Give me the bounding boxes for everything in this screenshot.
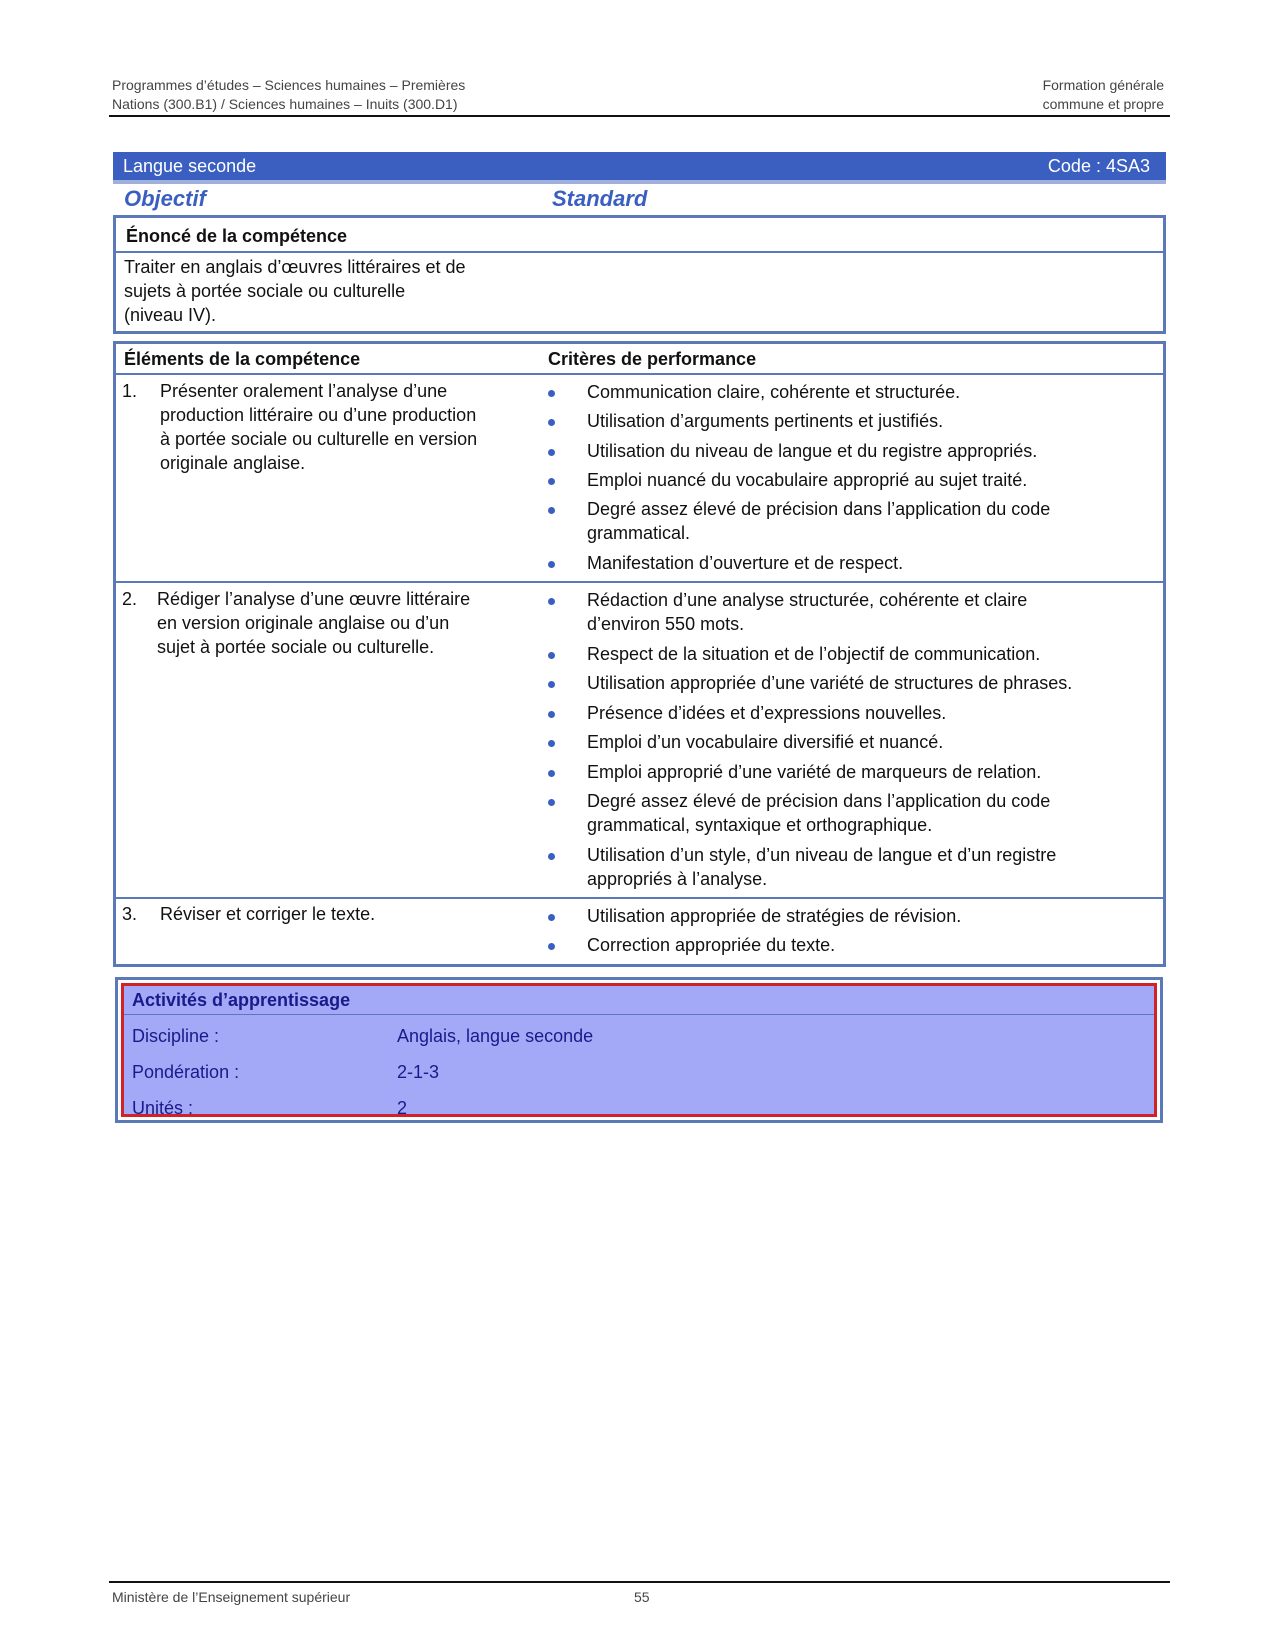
criterion-line: Communication claire, cohérente et structurée. bbox=[587, 382, 961, 402]
row1-element-line: à portée sociale ou culturelle en version bbox=[160, 429, 478, 449]
bullet-icon bbox=[548, 943, 555, 950]
bullet-icon bbox=[548, 770, 555, 777]
ponderation-label: Pondération : bbox=[132, 1062, 240, 1082]
row3-element bbox=[160, 902, 530, 926]
bullet-icon bbox=[548, 853, 555, 860]
criterion-line: Degré assez élevé de précision dans l’application du code bbox=[587, 791, 1051, 811]
criterion-line: Manifestation d’ouverture et de respect. bbox=[587, 553, 904, 573]
criterion bbox=[587, 843, 1147, 891]
row2-element-line: Rédiger l’analyse d’une œuvre littéraire bbox=[157, 589, 471, 609]
criterion bbox=[587, 789, 1147, 837]
row1-element-line: originale anglaise. bbox=[160, 453, 306, 473]
criterion bbox=[587, 497, 1147, 545]
activities-divider bbox=[124, 1014, 1154, 1015]
row3-element-line: Réviser et corriger le texte. bbox=[160, 904, 376, 924]
discipline-value: Anglais, langue seconde bbox=[397, 1026, 594, 1046]
row1-element bbox=[160, 379, 530, 475]
criterion bbox=[587, 904, 1147, 928]
bullet-icon bbox=[548, 740, 555, 747]
criterion bbox=[587, 409, 1147, 433]
activities-highlight bbox=[121, 983, 1157, 1117]
criterion-line: Degré assez élevé de précision dans l’application du code bbox=[587, 499, 1051, 519]
page-number: 55 bbox=[634, 1589, 650, 1605]
bullet-icon bbox=[548, 561, 555, 568]
standard-label: Standard bbox=[552, 186, 648, 211]
criterion bbox=[587, 933, 1147, 957]
course-code: Code : 4SA3 bbox=[1047, 156, 1150, 176]
competence-heading: Énoncé de la compétence bbox=[126, 226, 348, 246]
criterion bbox=[587, 730, 1147, 754]
row1-element-line: Présenter oralement l’analyse d’une bbox=[160, 381, 448, 401]
title-bar bbox=[113, 152, 1166, 184]
row3-number: 3. bbox=[122, 904, 138, 924]
unites-label: Unités : bbox=[132, 1098, 194, 1118]
bullet-icon bbox=[548, 390, 555, 397]
criterion-line: Rédaction d’une analyse structurée, cohérente et claire bbox=[587, 590, 1028, 610]
criterion-line: Respect de la situation et de l’objectif de communication. bbox=[587, 644, 1041, 664]
criterion-line: Emploi d’un vocabulaire diversifié et nuancé. bbox=[587, 732, 944, 752]
footer-rule bbox=[109, 1581, 1170, 1583]
header-right-line1: Formation générale bbox=[1042, 77, 1164, 93]
criterion bbox=[587, 588, 1147, 636]
criterion-line: Utilisation d’arguments pertinents et justifiés. bbox=[587, 411, 944, 431]
header-rule bbox=[109, 115, 1170, 117]
criteria-header: Critères de performance bbox=[548, 349, 757, 369]
criterion bbox=[587, 701, 1147, 725]
criterion-line: appropriés à l’analyse. bbox=[587, 869, 768, 889]
criterion-line: Utilisation d’un style, d’un niveau de langue et d’un registre bbox=[587, 845, 1057, 865]
criterion bbox=[587, 439, 1147, 463]
competence-line-3: (niveau IV). bbox=[124, 305, 217, 325]
table-header-divider bbox=[116, 373, 1163, 375]
competence-line-1: Traiter en anglais d’œuvres littéraires et de bbox=[124, 257, 466, 277]
row1-divider bbox=[116, 581, 1163, 583]
unites-value: 2 bbox=[397, 1098, 408, 1118]
bullet-icon bbox=[548, 681, 555, 688]
criterion-line: grammatical. bbox=[587, 523, 691, 543]
criterion-line: Utilisation appropriée d’une variété de structures de phrases. bbox=[587, 673, 1073, 693]
row1-element-line: production littéraire ou d’une production bbox=[160, 405, 477, 425]
bullet-icon bbox=[548, 598, 555, 605]
competence-divider bbox=[116, 251, 1163, 253]
header-left-line2: Nations (300.B1) / Sciences humaines – Inuits (300.D1) bbox=[112, 96, 458, 112]
criterion-line: Présence d’idées et d’expressions nouvelles. bbox=[587, 703, 947, 723]
header-right-line2: commune et propre bbox=[1042, 96, 1164, 112]
discipline-label: Discipline : bbox=[132, 1026, 220, 1046]
criterion bbox=[587, 380, 1147, 404]
activities-box bbox=[115, 977, 1163, 1123]
bullet-icon bbox=[548, 799, 555, 806]
bullet-icon bbox=[548, 652, 555, 659]
row2-element-line: sujet à portée sociale ou culturelle. bbox=[157, 637, 435, 657]
row2-element bbox=[157, 587, 527, 659]
criterion bbox=[587, 468, 1147, 492]
criterion-line: grammatical, syntaxique et orthographique. bbox=[587, 815, 933, 835]
criterion-line: Correction appropriée du texte. bbox=[587, 935, 836, 955]
competence-line-2: sujets à portée sociale ou culturelle bbox=[124, 281, 406, 301]
criterion bbox=[587, 671, 1147, 695]
row2-divider bbox=[116, 897, 1163, 899]
activities-heading: Activités d’apprentissage bbox=[132, 990, 351, 1010]
criterion bbox=[587, 551, 1147, 575]
objectif-label: Objectif bbox=[124, 186, 206, 211]
bullet-icon bbox=[548, 419, 555, 426]
bullet-icon bbox=[548, 507, 555, 514]
criterion-line: Utilisation du niveau de langue et du registre appropriés. bbox=[587, 441, 1038, 461]
footer-ministry: Ministère de l’Enseignement supérieur bbox=[112, 1589, 351, 1605]
bullet-icon bbox=[548, 478, 555, 485]
ponderation-value: 2-1-3 bbox=[397, 1062, 440, 1082]
row1-number: 1. bbox=[122, 381, 138, 401]
competence-box bbox=[113, 215, 1166, 334]
row2-element-line: en version originale anglaise ou d’un bbox=[157, 613, 450, 633]
bullet-icon bbox=[548, 711, 555, 718]
criterion bbox=[587, 642, 1147, 666]
criterion bbox=[587, 760, 1147, 784]
criterion-line: Emploi approprié d’une variété de marqueurs de relation. bbox=[587, 762, 1042, 782]
header-left-line1: Programmes d’études – Sciences humaines – Premières bbox=[112, 77, 466, 93]
row2-number: 2. bbox=[122, 589, 138, 609]
criterion-line: d’environ 550 mots. bbox=[587, 614, 745, 634]
bullet-icon bbox=[548, 914, 555, 921]
criterion-line: Utilisation appropriée de stratégies de révision. bbox=[587, 906, 962, 926]
criterion-line: Emploi nuancé du vocabulaire approprié au sujet traité. bbox=[587, 470, 1028, 490]
bullet-icon bbox=[548, 449, 555, 456]
elements-header: Éléments de la compétence bbox=[124, 349, 361, 369]
subject-label: Langue seconde bbox=[123, 156, 257, 176]
